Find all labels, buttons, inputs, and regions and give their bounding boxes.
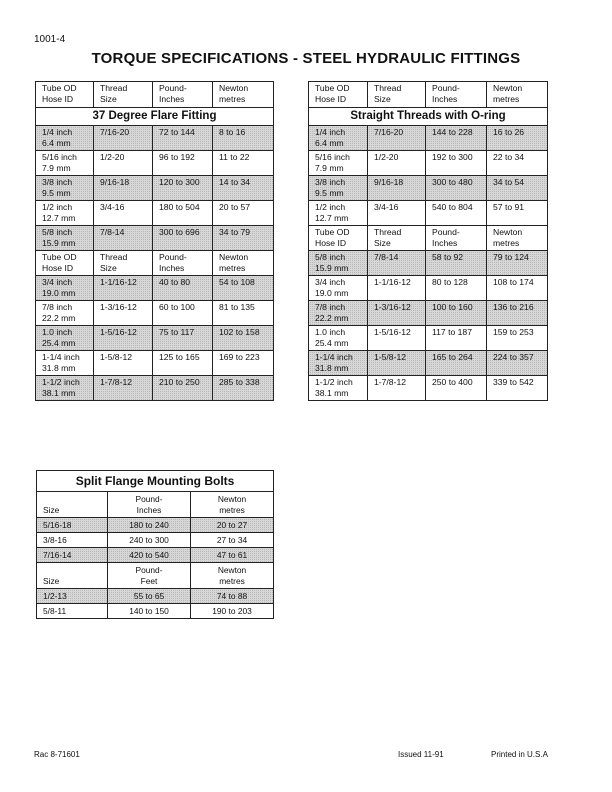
- tube-size-line: 1-1/4 inch: [315, 352, 353, 362]
- bolt-row: [37, 518, 274, 533]
- table-row: [309, 351, 548, 376]
- tube-size-cell: [36, 126, 94, 151]
- tube-size-cell: [36, 351, 94, 376]
- tube-size-cell: [309, 276, 368, 301]
- table-row: [36, 326, 274, 351]
- pound-inches-cell: 80 to 128: [426, 276, 487, 301]
- table-row: [309, 276, 548, 301]
- table-caption: Split Flange Mounting Bolts: [37, 471, 274, 492]
- tube-size-line: 7.9 mm: [42, 163, 71, 173]
- table-caption: Straight Threads with O-ring: [309, 108, 548, 126]
- tube-size-line: Tube OD: [315, 227, 350, 237]
- table-row: [309, 301, 548, 326]
- pound-inches-cell: 72 to 144: [153, 126, 213, 151]
- pound-inches-cell: 58 to 92: [426, 251, 487, 276]
- pound-inches-cell: 165 to 264: [426, 351, 487, 376]
- page-title: TORQUE SPECIFICATIONS - STEEL HYDRAULIC FITTINGS: [91, 50, 521, 67]
- thread-size-cell: [368, 226, 426, 251]
- header-row: [36, 82, 274, 108]
- tube-size-line: 5/8 inch: [42, 227, 73, 237]
- newton-metres-cell: 57 to 91: [487, 201, 548, 226]
- pound-inches-cell: 540 to 804: [426, 201, 487, 226]
- column-header-line: Hose ID: [315, 94, 347, 104]
- bolt-row: [37, 533, 274, 548]
- tube-size-line: Tube OD: [42, 252, 77, 262]
- tube-size-cell: [36, 151, 94, 176]
- table-caption: 37 Degree Flare Fitting: [36, 108, 274, 126]
- pound-line: Feet: [140, 576, 158, 586]
- tube-size-cell: [309, 151, 368, 176]
- tube-size-line: 38.1 mm: [42, 388, 76, 398]
- bolt-row: [37, 589, 274, 604]
- column-header-line: Inches: [432, 94, 458, 104]
- pound-inches-cell: 75 to 117: [153, 326, 213, 351]
- tube-size-line: 19.0 mm: [315, 288, 349, 298]
- bolt-size-cell: Size: [37, 563, 108, 589]
- tube-size-line: 25.4 mm: [315, 338, 349, 348]
- newton-line: metres: [219, 505, 245, 515]
- pound-inches-cell: 40 to 80: [153, 276, 213, 301]
- tube-size-line: 25.4 mm: [42, 338, 76, 348]
- tube-size-line: 6.4 mm: [42, 138, 71, 148]
- column-header-line: Size: [100, 94, 117, 104]
- bolt-row: [37, 548, 274, 563]
- tube-size-cell: [36, 201, 94, 226]
- thread-size-cell: 1/2-20: [94, 151, 153, 176]
- table-row: [36, 226, 274, 251]
- pound-cell: 240 to 300: [108, 533, 191, 548]
- pound-line: Inches: [159, 263, 185, 273]
- column-header-line: Tube OD: [315, 83, 350, 93]
- table-row: [36, 201, 274, 226]
- caption-row: [36, 108, 274, 126]
- pound-cell: [108, 492, 191, 518]
- repeat-header-row: [309, 226, 548, 251]
- table-row: [36, 126, 274, 151]
- newton-metres-cell: 34 to 79: [213, 226, 274, 251]
- newton-metres-cell: 81 to 135: [213, 301, 274, 326]
- tube-size-line: 1/2 inch: [315, 202, 346, 212]
- column-header-line: Inches: [159, 94, 185, 104]
- column-header: [213, 82, 274, 108]
- table-row: [309, 326, 548, 351]
- newton-line: Newton: [219, 252, 249, 262]
- tube-size-cell: [36, 226, 94, 251]
- table-row: [36, 176, 274, 201]
- pound-line: Inches: [432, 238, 458, 248]
- newton-metres-cell: 108 to 174: [487, 276, 548, 301]
- thread-size-cell: 1-3/16-12: [368, 301, 426, 326]
- column-header-line: Pound-: [159, 83, 187, 93]
- newton-cell: 20 to 27: [191, 518, 274, 533]
- flare-fitting-table: [35, 81, 274, 401]
- tube-size-line: 5/8 inch: [315, 252, 346, 262]
- column-header: [36, 82, 94, 108]
- pound-cell: 180 to 240: [108, 518, 191, 533]
- tube-size-cell: [309, 351, 368, 376]
- newton-line: Newton: [493, 227, 523, 237]
- tube-size-line: 7/8 inch: [315, 302, 346, 312]
- tube-size-line: 1/4 inch: [315, 127, 346, 137]
- tube-size-line: 5/16 inch: [315, 152, 350, 162]
- thread-size-cell: 9/16-18: [368, 176, 426, 201]
- table-row: [36, 301, 274, 326]
- pound-inches-cell: [153, 251, 213, 276]
- caption-row: [309, 108, 548, 126]
- tube-size-line: 15.9 mm: [315, 263, 349, 273]
- thread-size-cell: 7/16-20: [368, 126, 426, 151]
- newton-metres-cell: 14 to 34: [213, 176, 274, 201]
- newton-cell: 27 to 34: [191, 533, 274, 548]
- pound-inches-cell: 117 to 187: [426, 326, 487, 351]
- pound-inches-cell: 96 to 192: [153, 151, 213, 176]
- tube-size-line: 12.7 mm: [42, 213, 76, 223]
- newton-metres-cell: 79 to 124: [487, 251, 548, 276]
- newton-line: Newton: [217, 494, 247, 504]
- tube-size-cell: [36, 251, 94, 276]
- pound-inches-cell: 60 to 100: [153, 301, 213, 326]
- tube-size-cell: [309, 201, 368, 226]
- pound-line: Pound-: [135, 494, 163, 504]
- pound-inches-cell: 180 to 504: [153, 201, 213, 226]
- thread-size-cell: 1-7/8-12: [94, 376, 153, 401]
- thread-size-cell: 7/16-20: [94, 126, 153, 151]
- bolt-size-cell: 5/8-11: [37, 604, 108, 619]
- tube-size-line: 3/4 inch: [42, 277, 73, 287]
- pound-line: Inches: [136, 505, 162, 515]
- thread-size-cell: 1-5/8-12: [94, 351, 153, 376]
- thread-size-cell: 9/16-18: [94, 176, 153, 201]
- pound-inches-cell: 192 to 300: [426, 151, 487, 176]
- tube-size-line: 6.4 mm: [315, 138, 344, 148]
- pound-inches-cell: 300 to 480: [426, 176, 487, 201]
- thread-size-cell: 1-1/16-12: [368, 276, 426, 301]
- thread-size-cell: 1/2-20: [368, 151, 426, 176]
- header-row: [309, 82, 548, 108]
- column-header-line: Newton: [219, 83, 249, 93]
- tube-size-line: 3/8 inch: [315, 177, 346, 187]
- bolt-size-cell: Size: [37, 492, 108, 518]
- column-header-line: metres: [219, 94, 246, 104]
- newton-metres-cell: 34 to 54: [487, 176, 548, 201]
- pound-inches-cell: [426, 226, 487, 251]
- tube-size-line: 7.9 mm: [315, 163, 344, 173]
- newton-metres-cell: 224 to 357: [487, 351, 548, 376]
- tube-size-line: 3/4 inch: [315, 277, 346, 287]
- table-row: [36, 276, 274, 301]
- bolt-header-row: [37, 563, 274, 589]
- bolt-size-cell: 7/16-14: [37, 548, 108, 563]
- thread-line: Size: [374, 238, 391, 248]
- newton-line: metres: [219, 263, 246, 273]
- tube-size-line: 9.5 mm: [42, 188, 71, 198]
- thread-size-cell: 1-7/8-12: [368, 376, 426, 401]
- tube-size-line: 1-1/4 inch: [42, 352, 80, 362]
- tube-size-line: 22.2 mm: [42, 313, 76, 323]
- tube-size-line: 38.1 mm: [315, 388, 349, 398]
- tube-size-line: 19.0 mm: [42, 288, 76, 298]
- thread-size-cell: 3/4-16: [94, 201, 153, 226]
- tube-size-cell: [36, 376, 94, 401]
- tube-size-cell: [309, 226, 368, 251]
- tube-size-cell: [309, 376, 368, 401]
- tube-size-line: 31.8 mm: [42, 363, 76, 373]
- bolt-size-cell: 3/8-16: [37, 533, 108, 548]
- pound-inches-cell: 300 to 696: [153, 226, 213, 251]
- newton-metres-cell: 8 to 16: [213, 126, 274, 151]
- thread-size-cell: 1-3/16-12: [94, 301, 153, 326]
- newton-metres-cell: 136 to 216: [487, 301, 548, 326]
- tube-size-line: 15.9 mm: [42, 238, 76, 248]
- tube-size-cell: [309, 126, 368, 151]
- newton-metres-cell: 159 to 253: [487, 326, 548, 351]
- newton-metres-cell: 11 to 22: [213, 151, 274, 176]
- caption-row: [37, 471, 274, 492]
- column-header-line: Hose ID: [42, 94, 74, 104]
- bolt-row: [37, 604, 274, 619]
- column-header-line: metres: [493, 94, 520, 104]
- pound-cell: 420 to 540: [108, 548, 191, 563]
- tube-size-cell: [309, 301, 368, 326]
- tube-size-line: 1-1/2 inch: [315, 377, 353, 387]
- table-row: [309, 251, 548, 276]
- column-header: [94, 82, 153, 108]
- thread-size-cell: 7/8-14: [368, 251, 426, 276]
- newton-metres-cell: 22 to 34: [487, 151, 548, 176]
- tube-size-line: 9.5 mm: [315, 188, 344, 198]
- thread-line: Thread: [374, 227, 402, 237]
- column-header-line: Newton: [493, 83, 523, 93]
- pound-inches-cell: 210 to 250: [153, 376, 213, 401]
- newton-line: metres: [219, 576, 245, 586]
- thread-size-cell: 1-5/16-12: [94, 326, 153, 351]
- column-header-line: Thread: [374, 83, 402, 93]
- thread-line: Size: [100, 263, 117, 273]
- bolt-size-cell: 1/2-13: [37, 589, 108, 604]
- newton-metres-cell: 102 to 158: [213, 326, 274, 351]
- pound-inches-cell: 120 to 300: [153, 176, 213, 201]
- column-header: [426, 82, 487, 108]
- thread-size-cell: 7/8-14: [94, 226, 153, 251]
- tube-size-line: 5/16 inch: [42, 152, 77, 162]
- pound-inches-cell: 125 to 165: [153, 351, 213, 376]
- column-header-line: Size: [374, 94, 391, 104]
- bolt-header-row: [37, 492, 274, 518]
- newton-line: Newton: [217, 565, 247, 575]
- pound-cell: 55 to 65: [108, 589, 191, 604]
- footer-printed: Printed in U.S.A: [491, 750, 548, 759]
- tube-size-line: 31.8 mm: [315, 363, 349, 373]
- newton-metres-cell: 16 to 26: [487, 126, 548, 151]
- column-header: [309, 82, 368, 108]
- table-row: [36, 151, 274, 176]
- newton-cell: 190 to 203: [191, 604, 274, 619]
- tube-size-cell: [36, 176, 94, 201]
- thread-size-cell: 1-1/16-12: [94, 276, 153, 301]
- footer-issued: Issued 11-91: [398, 750, 444, 759]
- column-header-line: Pound-: [432, 83, 460, 93]
- pound-cell: [108, 563, 191, 589]
- newton-cell: [191, 492, 274, 518]
- page-number: 1001-4: [34, 34, 66, 45]
- table-row: [309, 126, 548, 151]
- pound-inches-cell: 100 to 160: [426, 301, 487, 326]
- table-row: [309, 151, 548, 176]
- pound-cell: 140 to 150: [108, 604, 191, 619]
- oring-thread-table: [308, 81, 548, 401]
- table-row: [309, 376, 548, 401]
- tube-size-line: Hose ID: [42, 263, 74, 273]
- pound-line: Pound-: [135, 565, 163, 575]
- tube-size-cell: [36, 276, 94, 301]
- tube-size-cell: [36, 326, 94, 351]
- tube-size-line: 22.2 mm: [315, 313, 349, 323]
- tube-size-line: 12.7 mm: [315, 213, 349, 223]
- tube-size-cell: [309, 176, 368, 201]
- newton-metres-cell: [487, 226, 548, 251]
- table-row: [309, 176, 548, 201]
- tube-size-cell: [309, 326, 368, 351]
- tube-size-cell: [309, 251, 368, 276]
- column-header: [487, 82, 548, 108]
- pound-inches-cell: 144 to 228: [426, 126, 487, 151]
- tube-size-cell: [36, 301, 94, 326]
- pound-line: Pound-: [432, 227, 460, 237]
- bolt-size-cell: 5/16-18: [37, 518, 108, 533]
- newton-cell: 74 to 88: [191, 589, 274, 604]
- tube-size-line: 1/2 inch: [42, 202, 73, 212]
- thread-size-cell: [94, 251, 153, 276]
- tube-size-line: 1.0 inch: [42, 327, 73, 337]
- pound-line: Pound-: [159, 252, 187, 262]
- newton-cell: [191, 563, 274, 589]
- newton-metres-cell: 169 to 223: [213, 351, 274, 376]
- pound-inches-cell: 250 to 400: [426, 376, 487, 401]
- tube-size-line: 1/4 inch: [42, 127, 73, 137]
- tube-size-line: 1.0 inch: [315, 327, 346, 337]
- tube-size-line: 7/8 inch: [42, 302, 73, 312]
- newton-metres-cell: 339 to 542: [487, 376, 548, 401]
- newton-metres-cell: 54 to 108: [213, 276, 274, 301]
- thread-line: Thread: [100, 252, 128, 262]
- table-row: [36, 351, 274, 376]
- newton-line: metres: [493, 238, 520, 248]
- newton-cell: 47 to 61: [191, 548, 274, 563]
- column-header-line: Thread: [100, 83, 128, 93]
- repeat-header-row: [36, 251, 274, 276]
- footer-document-code: Rac 8-71601: [34, 750, 80, 759]
- table-row: [309, 201, 548, 226]
- column-header: [153, 82, 213, 108]
- tube-size-line: 3/8 inch: [42, 177, 73, 187]
- thread-size-cell: 1-5/8-12: [368, 351, 426, 376]
- newton-metres-cell: 285 to 338: [213, 376, 274, 401]
- column-header-line: Tube OD: [42, 83, 77, 93]
- table-row: [36, 376, 274, 401]
- tube-size-line: Hose ID: [315, 238, 347, 248]
- split-flange-bolts-table: [36, 470, 274, 619]
- newton-metres-cell: [213, 251, 274, 276]
- tube-size-line: 1-1/2 inch: [42, 377, 80, 387]
- column-header: [368, 82, 426, 108]
- thread-size-cell: 1-5/16-12: [368, 326, 426, 351]
- newton-metres-cell: 20 to 57: [213, 201, 274, 226]
- thread-size-cell: 3/4-16: [368, 201, 426, 226]
